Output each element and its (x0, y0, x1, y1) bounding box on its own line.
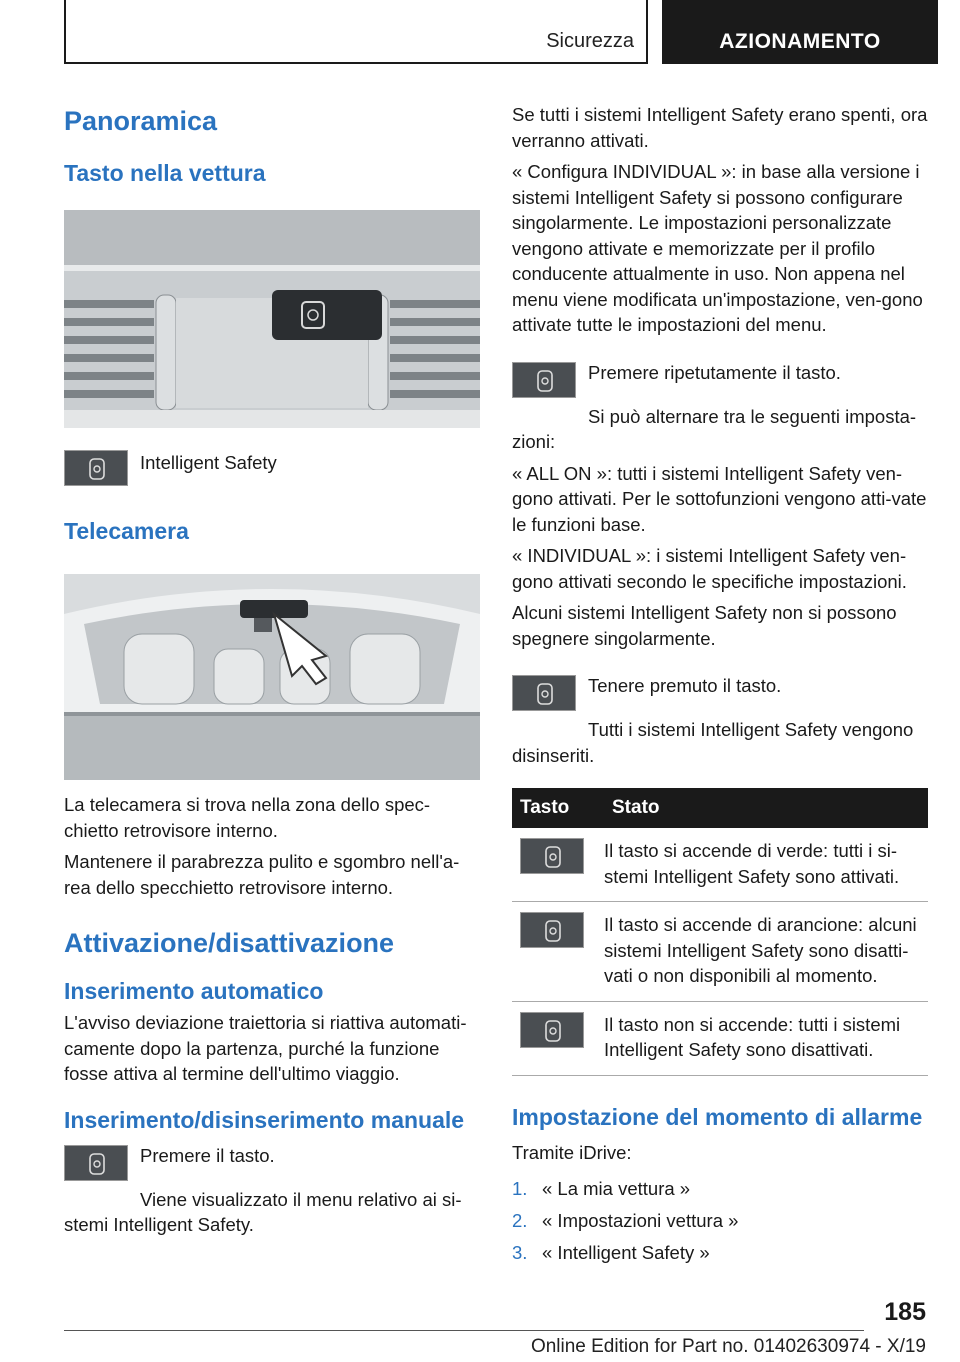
table-cell-key (512, 902, 604, 1002)
hold-key-row (512, 673, 928, 713)
manual-press-text: Premere il tasto. (140, 1144, 275, 1166)
camera-location-text: La telecamera si trova nella zona dello spec-chietto retrovisore interno. (64, 794, 431, 841)
right-column (512, 100, 928, 1269)
configure-individual-text: « Configura INDIVIDUAL »: in base alla versione i sistemi Intelligent Safety si possono configurare singolarmente. Le impostazioni personalizzate vengono attivate e memorizzate per il profilo conducente attualmente in uso. Non appena nel menu viene modificata un'impostazione, ven-gono attivate tutte le impostazioni del menu. (512, 161, 923, 335)
table-cell-key (512, 1001, 604, 1075)
table-cell-state: Il tasto si accende di arancione: alcuni sistemi Intelligent Safety sono disatti-vati o non disponibili al momento. (604, 902, 928, 1002)
dashboard-illustration (64, 210, 480, 428)
step-text: « La mia vettura » (542, 1178, 691, 1199)
heading-overview: Panoramica (64, 106, 218, 136)
header-chapter: AZIONAMENTO (719, 30, 881, 53)
column-header-state: Stato (604, 788, 928, 828)
header-section-box (64, 0, 648, 64)
page-number: 185 (884, 1298, 926, 1326)
table-cell-state: Il tasto non si accende: tutti i sistemi Intelligent Safety sono disattivati. (604, 1001, 928, 1075)
intelligent-safety-button-icon (512, 362, 576, 398)
hold-press-text: Tenere premuto il tasto. (588, 675, 782, 696)
intelligent-safety-label: Intelligent Safety (140, 452, 277, 473)
step-text: « Intelligent Safety » (542, 1242, 710, 1263)
some-cannot-text: Alcuni sistemi Intelligent Safety non si possono spegnere singolarmente. (512, 602, 897, 649)
camera-illustration (64, 574, 480, 780)
via-idrive-text: Tramite iDrive: (512, 1141, 632, 1163)
intelligent-safety-button-icon (520, 838, 584, 874)
repeat-alternate-text: Si può alternare tra le seguenti imposta-zioni: (512, 405, 917, 452)
idrive-steps-list (512, 1173, 928, 1269)
heading-auto-activation: Inserimento automatico (64, 978, 324, 1004)
intelligent-safety-button-icon (520, 1012, 584, 1048)
individual-text: « INDIVIDUAL »: i sistemi Intelligent Safety ven-gono attivati secondo le specifiche impostazioni. (512, 545, 907, 592)
heading-button-in-car: Tasto nella vettura (64, 160, 266, 186)
header-chapter-box (662, 0, 938, 64)
table-row (512, 828, 928, 902)
dashboard-button-photo (64, 210, 480, 428)
all-on-text: « ALL ON »: tutti i sistemi Intelligent Safety ven-gono attivati. Per le sottofunzioni vengono atti-vate le funzioni base. (512, 462, 927, 535)
step-text: « Impostazioni vettura » (542, 1210, 739, 1231)
heading-camera: Telecamera (64, 518, 189, 544)
repeat-key-row (512, 360, 928, 400)
step-number: 1. (512, 1178, 528, 1199)
column-header-key: Tasto (512, 788, 604, 828)
heading-activation: Attivazione/disattivazione (64, 928, 395, 958)
table-row (512, 902, 928, 1002)
repeat-press-text: Premere ripetutamente il tasto. (588, 361, 841, 383)
table-cell-state: Il tasto si accende di verde: tutti i si-stemi Intelligent Safety sono attivati. (604, 828, 928, 902)
intelligent-safety-button-icon (520, 912, 584, 948)
table-cell-key (512, 828, 604, 902)
step-number: 3. (512, 1242, 528, 1263)
intelligent-safety-button-icon (64, 450, 128, 486)
left-column (64, 100, 480, 1238)
table-header-row (512, 788, 928, 828)
auto-activation-text: L'avviso deviazione traiettoria si riattiva automati-camente dopo la partenza, purché la funzione fosse attiva al termine dell'ultimo viaggio. (64, 1012, 467, 1084)
all-off-text: Se tutti i sistemi Intelligent Safety erano spenti, ora verranno attivati. (512, 104, 928, 151)
hold-result-text: Tutti i sistemi Intelligent Safety vengono disinseriti. (512, 719, 914, 766)
list-item (512, 1205, 928, 1237)
camera-clean-text: Mantenere il parabrezza pulito e sgombro nell'a-rea dello specchietto retrovisore interno. (64, 851, 460, 898)
manual-key-row (64, 1143, 480, 1183)
footer-divider (64, 1330, 864, 1331)
table-row (512, 1001, 928, 1075)
step-number: 2. (512, 1210, 528, 1231)
heading-manual-activation: Inserimento/disinserimento manuale (64, 1106, 465, 1133)
intelligent-safety-button-icon (512, 675, 576, 711)
footer-edition: Online Edition for Part no. 01402630974 - X/19 (530, 1336, 926, 1357)
list-item (512, 1173, 928, 1205)
intelligent-safety-button-icon (64, 1145, 128, 1181)
button-state-table (512, 788, 928, 1076)
header-section: Sicurezza (546, 30, 634, 52)
camera-location-photo (64, 574, 480, 780)
manual-menu-text: Viene visualizzato il menu relativo ai si-stemi Intelligent Safety. (64, 1188, 462, 1235)
heading-warning-time: Impostazione del momento di allarme (512, 1103, 923, 1130)
list-item (512, 1237, 928, 1269)
intelligent-safety-key-row (64, 448, 480, 488)
